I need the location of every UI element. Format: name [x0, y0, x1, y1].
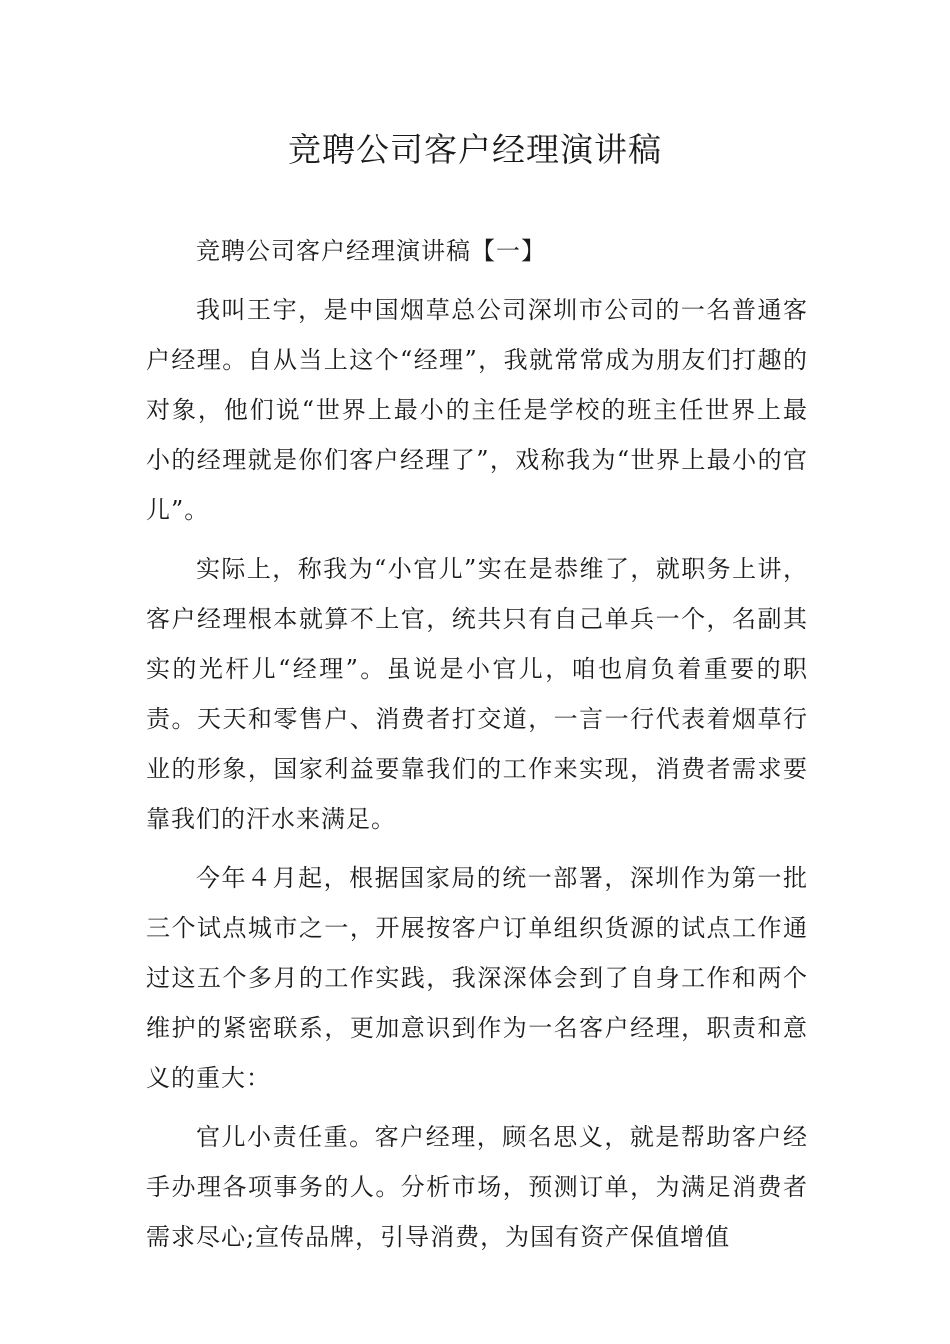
paragraph: 官儿小责任重。客户经理，顾名思义，就是帮助客户经手办理各项事务的人。分析市场，预测订单，为满足消费者需求尽心;宣传品牌，引导消费，为国有资产保值增值: [146, 1123, 808, 1251]
paragraph: 我叫王宇，是中国烟草总公司深圳市公司的一名普通客户经理。自从当上这个“经理”，我就常常成为朋友们打趣的对象，他们说“世界上最小的主任是学校的班主任世界上最小的经理就是你们客户经理了”，戏称我为“世界上最小的官儿”。: [146, 296, 808, 524]
paragraph: 实际上，称我为“小官儿”实在是恭维了，就职务上讲，客户经理根本就算不上官，统共只有自己单兵一个，名副其实的光杆儿“经理”。虽说是小官儿，咱也肩负着重要的职责。天天和零售户、消费者打交道，一言一行代表着烟草行业的形象，国家利益要靠我们的工作来实现，消费者需求要靠我们的汗水来满足。: [146, 555, 808, 833]
paragraph: 今年４月起，根据国家局的统一部署，深圳作为第一批三个试点城市之一，开展按客户订单组织货源的试点工作通过这五个多月的工作实践，我深深体会到了自身工作和两个维护的紧密联系，更加意识到作为一名客户经理，职责和意义的重大：: [146, 864, 808, 1092]
section-heading: 竞聘公司客户经理演讲稿【一】: [196, 237, 546, 265]
document-title: 竞聘公司客户经理演讲稿: [288, 130, 662, 169]
document-body: [146, 226, 808, 1271]
